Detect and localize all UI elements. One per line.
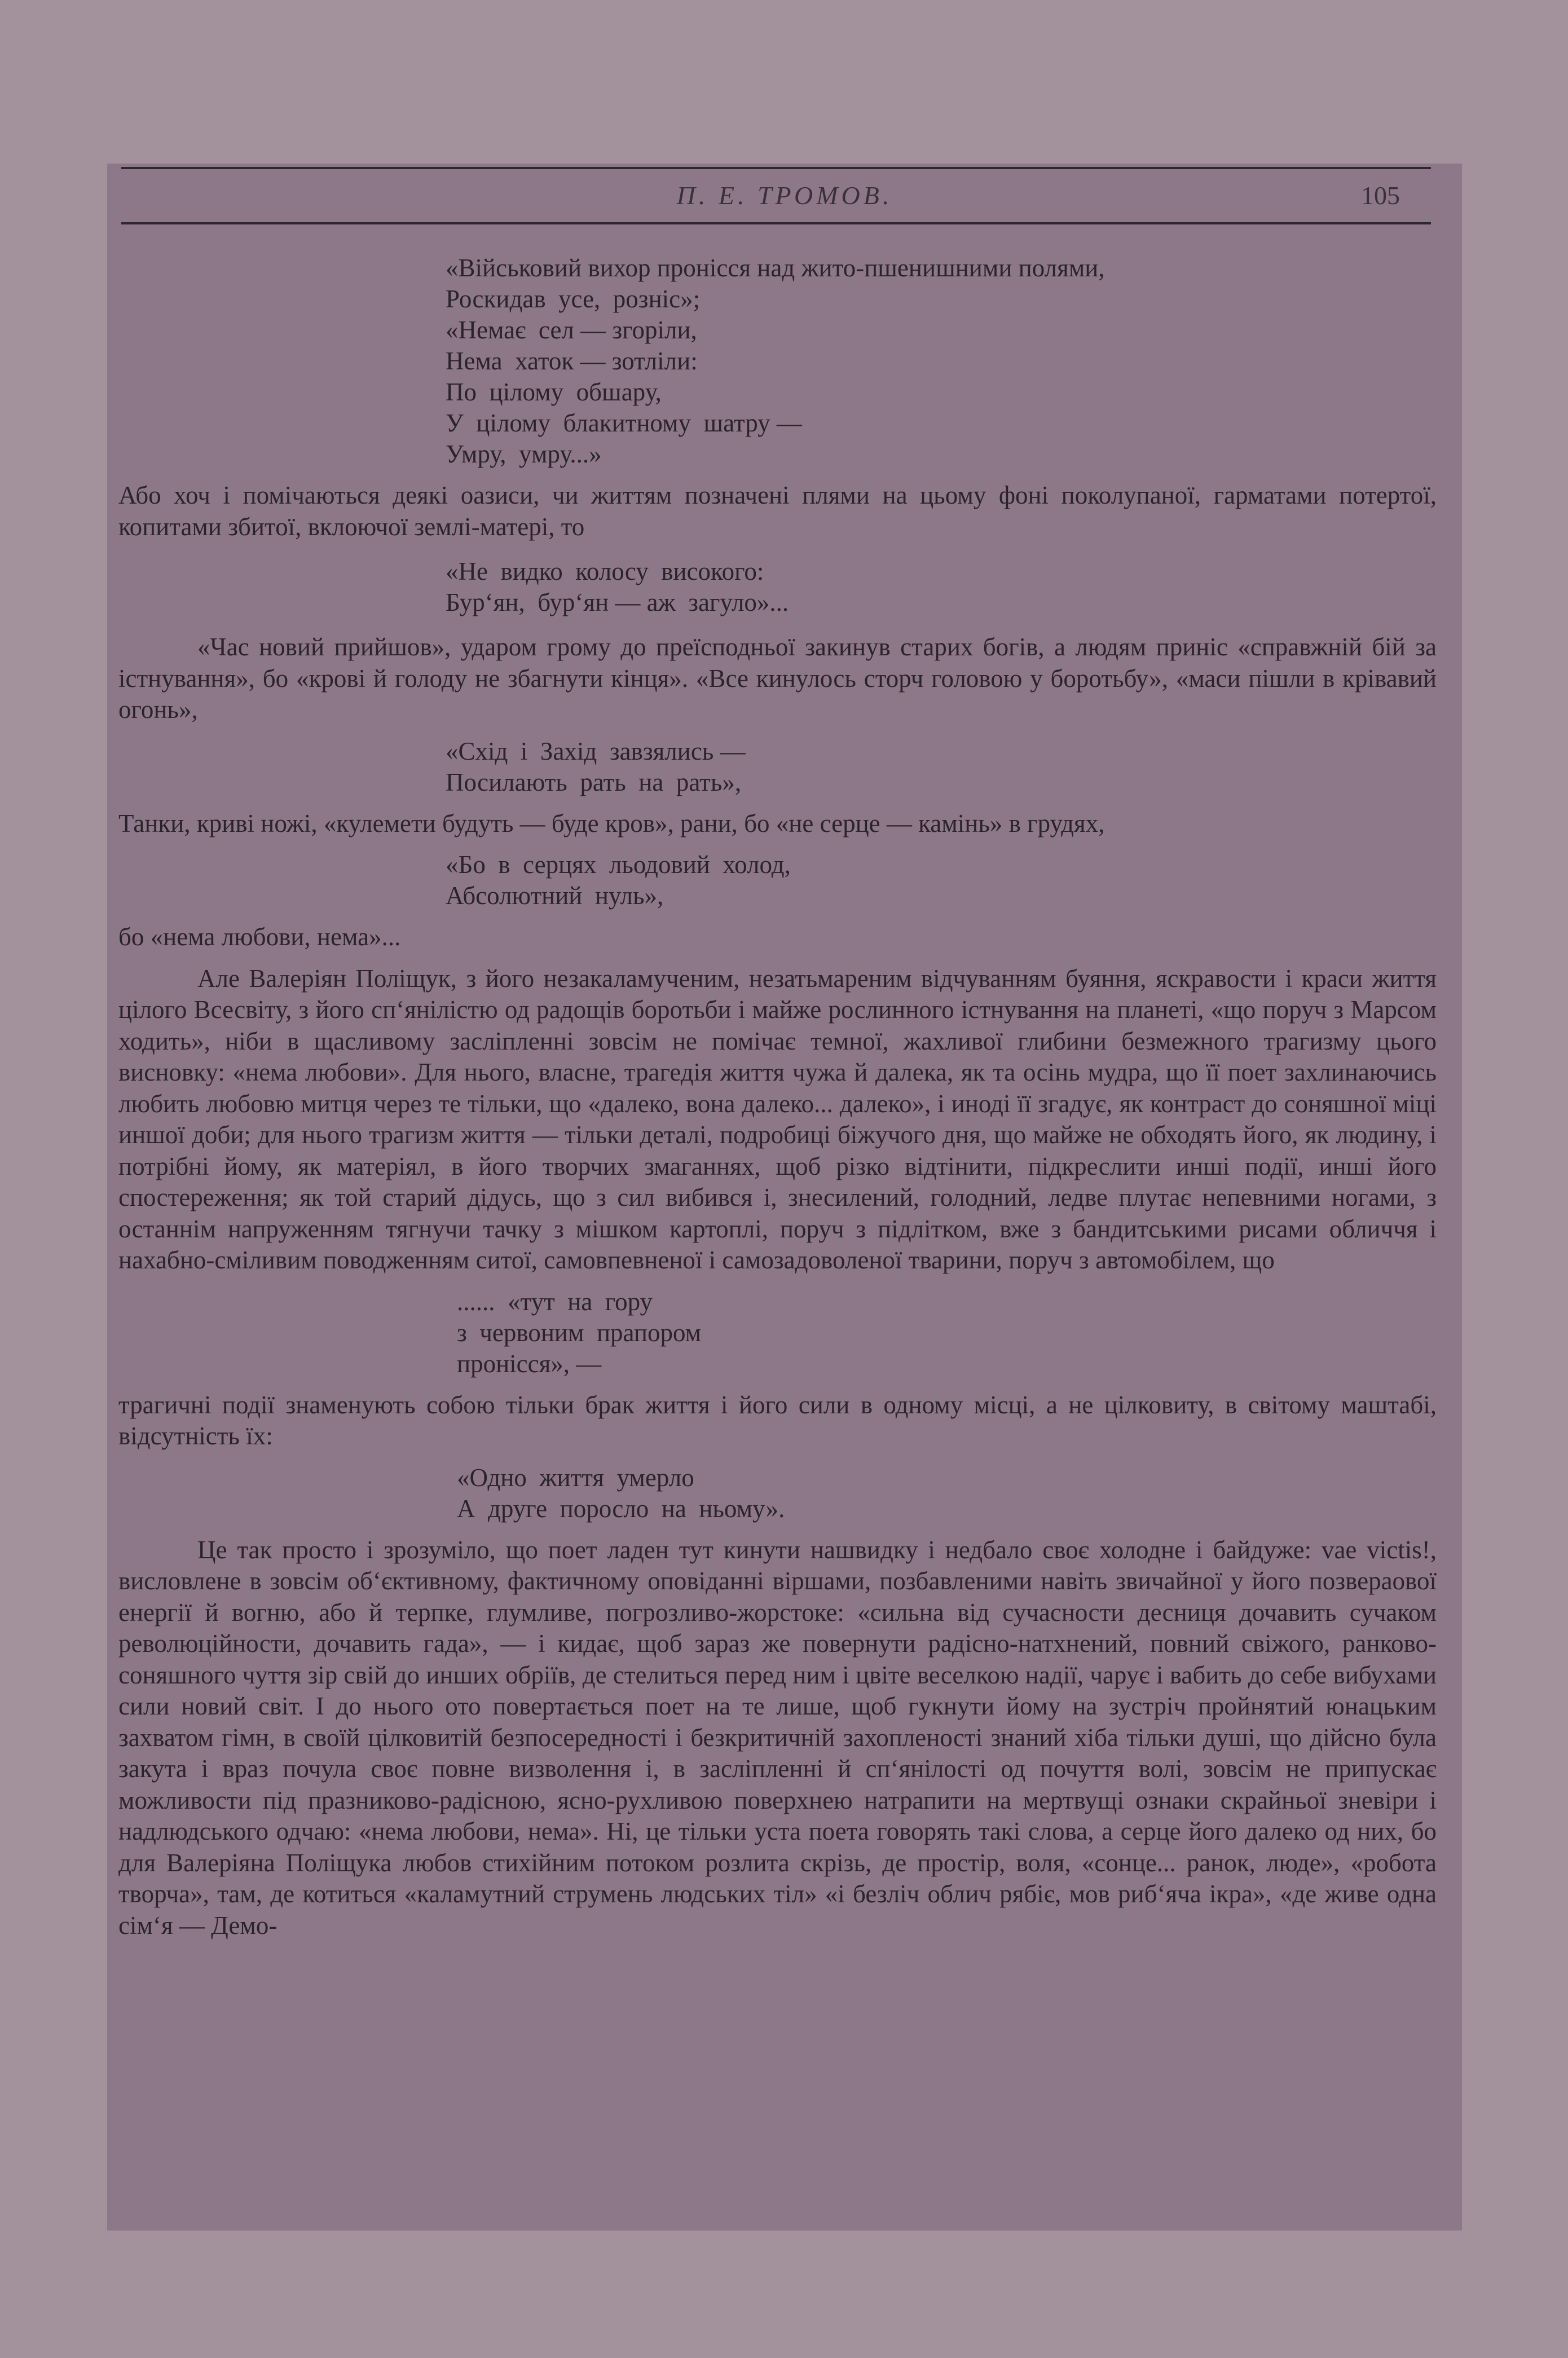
paragraph: Це так просто і зрозуміло, що поет ладен тут кинути нашвидку і недбало своє холодне і байдуже: vae victis!, висловлене в зовсім об‘єктивному, фактичному оповіданні віршами, позбавленими навіть звичайної у його позвераової енергії й вогню, або й терпке, глумливе, погрозливо-жорстоке: «сильна від сучасности десниця дочавить сучаком революційности, дочавить гада», — і кидає, щоб зараз же повернути радісно-натхнений, повний свіжого, ранково-соняшного чуття зір свій до инших обріїв, де стелиться перед ним і цвіте веселкою надії, чарує і вабить до себе вибухами сили новий світ. І до нього ото повертається поет на те лише, щоб гукнути йому на зустріч пройнятий юнацьким захватом гімн, в своїй цілковитій безпосередності і безкритичній захопленості знаний хіба тільки душі, що дійсно була закута і враз почула своє повне визволення і, в засліпленні й сп‘янілості од почуття волі, зовсім не припускає можливости під празниково-радісною, ясно-рухливою поверхнею натрапити на мертвущі ознаки скрайньої зневіри і надлюдського одчаю: «нема любови, нема». Ні, це тільки уста поета говорять такі слова, а серце його далеко од них, бо для Валеріяна Поліщука любов стихійним потоком розлита скрізь, де простір, воля, «сонце... ранок, люде», «робота творча», там, де котиться «каламутний струмень людських тіл» «і безліч облич рябіє, мов риб‘яча ікра», «де живе одна сім‘я — Демо- xyxy=(118,1535,1437,1940)
verse-line: «Одно життя умерло xyxy=(457,1463,694,1492)
page-content xyxy=(118,253,1437,1941)
verse-quote-4 xyxy=(446,849,1437,911)
verse-line: «Схід і Захід завзялись — xyxy=(446,737,746,765)
paragraph: бо «нема любови, нема»... xyxy=(118,923,401,951)
verse-line: А друге поросло на ньому». xyxy=(457,1494,785,1523)
verse-line: Умру, умру...» xyxy=(446,440,602,468)
header-rule-bottom xyxy=(121,222,1431,224)
verse-line: Посилають рать на рать», xyxy=(446,768,742,796)
header-rule-top xyxy=(121,167,1431,169)
verse-line: Роскидав усе, розніс»; xyxy=(446,285,701,313)
paragraph: «Час новий прийшов», ударом грому до преїсподньої закинув старих богів, а людям приніс «справжній бій за істнування», бо «крові й голоду не збагнути кінця». «Все кинулось сторч головою у боротьбу», «маси пішли в крівавий огонь», xyxy=(118,633,1437,724)
verse-quote-3 xyxy=(446,736,1437,798)
paragraph: Але Валеріян Поліщук, з його незакаламученим, незатьмареним відчуванням буяння, яскравости і краси життя цілого Всесвіту, з його сп‘янілістю од радощів боротьби і майже рослинного істнування на планеті, «що поруч з Марсом ходить», ніби в щасливому засліпленні зовсім не помічає темної, жахливої глибини безмежного трагизму цього висновку: «нема любови». Для нього, власне, трагедія життя чужа й далека, як та осінь мудра, що її поет захлинаючись любить любовю митця через те тільки, що «далеко, вона далеко... далеко», і иноді її згадує, як контраст до соняшної міці иншої доби; для нього трагизм життя — тільки деталі, подробиці біжучого дня, що майже не обходять його, як людину, і потрібні йому, як матеріял, в його творчих змаганнях, щоб різко відтінити, підкреслити инші події, инші його спостереження; як той старий дідусь, що з сил вибився і, знесилений, голодний, ледве плутає непевними ногами, з останнім напруженням тягнучи тачку з мішком картоплі, поруч з підлітком, вже з бандитськими рисами обличчя і нахабно-сміливим поводженням ситої, самовпевненої і самозадоволеної тварини, поруч з автомобілем, що xyxy=(118,964,1437,1274)
verse-quote-1 xyxy=(446,253,1437,470)
verse-line: «Немає сел — згоріли, xyxy=(446,316,697,344)
verse-line: ...... «тут на гору xyxy=(457,1287,653,1316)
verse-line: Абсолютний нуль», xyxy=(446,882,664,910)
verse-quote-5 xyxy=(457,1286,1437,1379)
verse-line: У цілому блакитному шатру — xyxy=(446,409,802,437)
verse-quote-6 xyxy=(457,1462,1437,1524)
verse-line: «Бо в серцях льодовий холод, xyxy=(446,850,791,879)
running-title: П. Е. ТРОМОВ. xyxy=(676,181,893,210)
paragraph: Або хоч і помічаються деякі оазиси, чи життям позначені плями на цьому фоні поколупаної, гарматами потертої, копитами збитої, вклоючої землі-матері, то xyxy=(118,481,1437,541)
running-header xyxy=(107,180,1462,214)
verse-line: По цілому обшару, xyxy=(446,378,662,406)
verse-line: Бур‘ян, бур‘ян — аж загуло»... xyxy=(446,588,789,616)
book-page xyxy=(107,164,1462,2231)
verse-line: «Не видко колосу високого: xyxy=(446,557,764,585)
verse-quote-2 xyxy=(446,556,1437,618)
verse-line: «Військовий вихор пронісся над жито-пшенишними полями, xyxy=(446,254,1105,282)
paragraph: Танки, криві ножі, «кулемети будуть — буде кров», рани, бо «не серце — камінь» в грудях, xyxy=(118,809,1105,838)
verse-line: Нема хаток — зотліли: xyxy=(446,347,698,375)
page-number: 105 xyxy=(1361,181,1400,210)
verse-line: пронісся», — xyxy=(457,1349,602,1378)
paragraph: трагичні події знаменують собою тільки брак життя і його сили в одному місці, а не цілковиту, в світому маштабі, відсутність їх: xyxy=(118,1390,1437,1450)
verse-line: з червоним прапором xyxy=(457,1318,702,1347)
